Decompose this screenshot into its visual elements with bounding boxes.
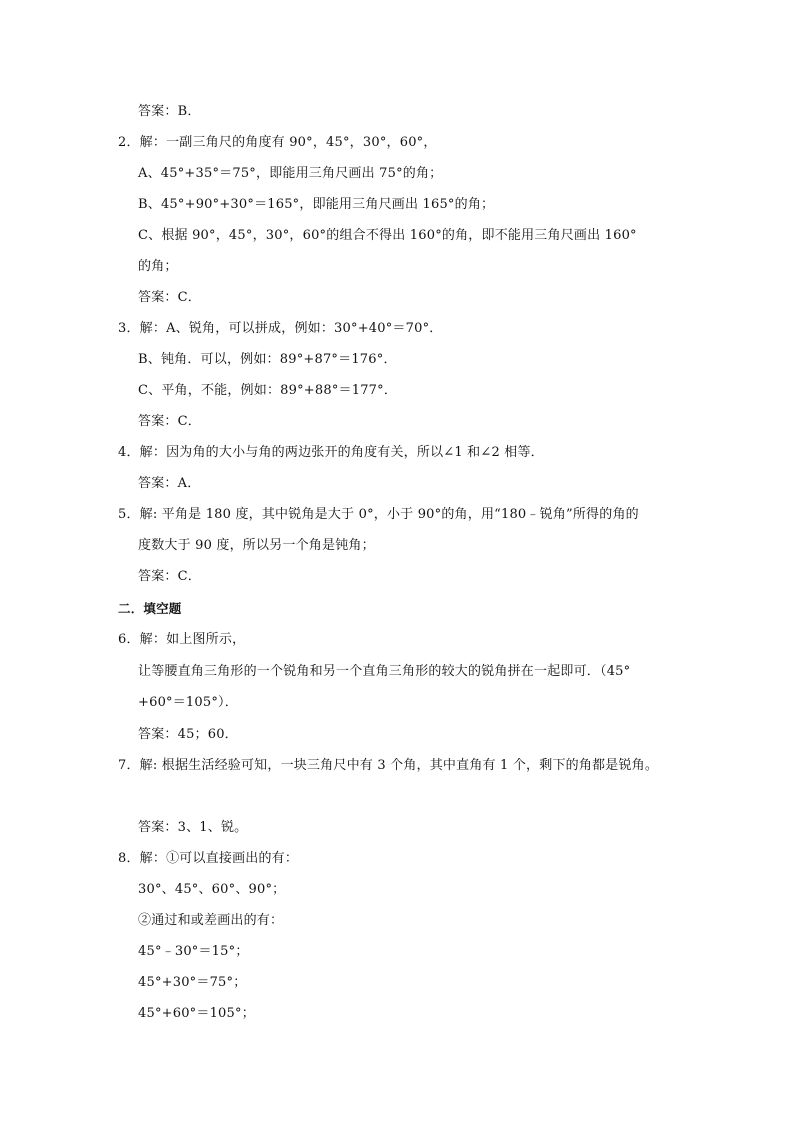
- section-heading: 二．填空题: [118, 601, 182, 616]
- solution-2-line: 2．解：一副三角尺的角度有 90°，45°，30°，60°，: [118, 135, 437, 150]
- solution-8-line: 45°+60°＝105°；: [138, 1006, 255, 1021]
- solution-2-line: C、根据 90°，45°，30°，60°的组合不得出 160°的角，即不能用三角尺画出 160°: [138, 228, 637, 243]
- answer-line: 答案：45；60．: [138, 727, 238, 742]
- solution-3-line: B、钝角．可以，例如：89°+87°＝176°．: [138, 352, 397, 367]
- solution-3-line: 3．解：A、锐角，可以拼成，例如：30°+40°＝70°．: [118, 321, 443, 336]
- solution-7-line: 7．解: 根据生活经验可知，一块三角尺中有 3 个角，其中直角有 1 个，剩下的角都是锐角。: [118, 758, 659, 773]
- solution-2-line: B、45°+90°+30°＝165°，即能用三角尺画出 165°的角；: [138, 197, 495, 212]
- solution-5-line: 5．解: 平角是 180 度，其中锐角是大于 0°，小于 90°的角，用“180﹣锐角”所得的角的: [118, 507, 639, 522]
- answer-line: 答案：3、1、锐。: [138, 820, 248, 835]
- solution-6-line: 让等腰直角三角形的一个锐角和另一个直角三角形的较大的锐角拼在一起即可．（45°: [138, 664, 631, 679]
- solution-4-line: 4．解：因为角的大小与角的两边张开的角度有关，所以∠1 和∠2 相等．: [118, 445, 544, 460]
- solution-8-line: ②通过和或差画出的有：: [138, 913, 284, 928]
- solution-6-line: 6．解：如上图所示，: [118, 632, 246, 647]
- solution-8-line: 8．解：①可以直接画出的有：: [118, 851, 299, 866]
- solution-8-line: 30°、45°、60°、90°；: [138, 882, 286, 897]
- solution-8-line: 45°﹣30°＝15°；: [138, 944, 249, 959]
- solution-5-line: 度数大于 90 度，所以另一个角是钝角；: [138, 538, 375, 553]
- solution-2-line: A、45°+35°＝75°，即能用三角尺画出 75°的角；: [138, 166, 443, 181]
- answer-line: 答案：C．: [138, 290, 201, 305]
- solution-2-line: 的角；: [138, 259, 178, 274]
- answer-line: 答案：C．: [138, 569, 201, 584]
- solution-6-line: +60°＝105°）．: [138, 695, 238, 710]
- solution-3-line: C、平角，不能，例如：89°+88°＝177°．: [138, 383, 398, 398]
- answer-line: 答案：A．: [138, 476, 201, 491]
- solution-8-line: 45°+30°＝75°；: [138, 975, 247, 990]
- answer-line: 答案：C．: [138, 414, 201, 429]
- answer-line: 答案：B．: [138, 104, 201, 119]
